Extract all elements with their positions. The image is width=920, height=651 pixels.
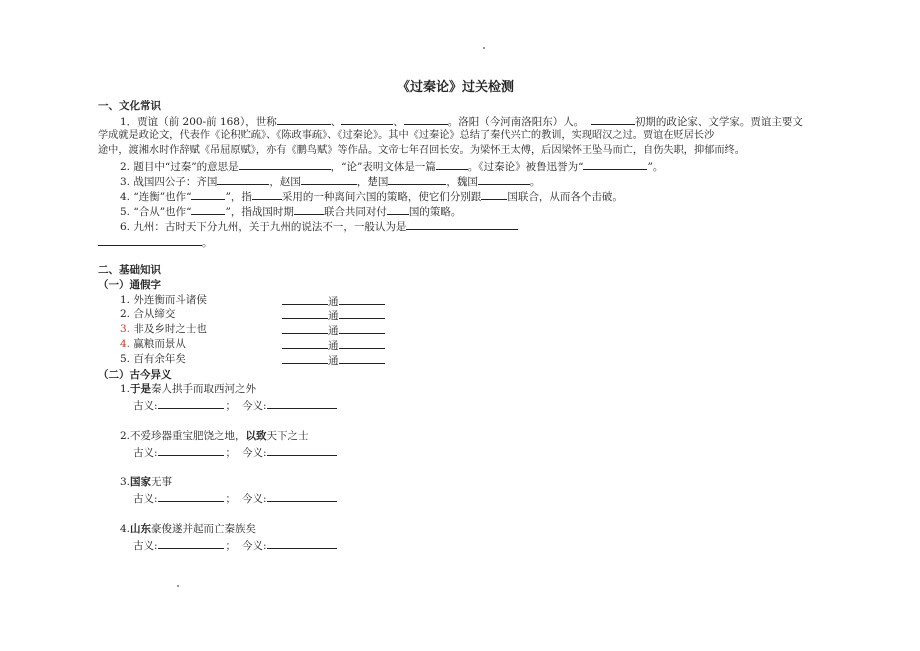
tongjia-item [120, 293, 207, 308]
jinyi-label: 今义: [242, 493, 267, 505]
page-title: 《过秦论》过关检测 [397, 80, 515, 95]
gujin-answer-line [133, 397, 337, 414]
separator: ； [225, 493, 237, 505]
gujin-num: 1. [120, 383, 131, 395]
q3-blank-1[interactable] [217, 173, 269, 185]
q1-line2: 学成就是政论文，代表作《论积贮疏》、《陈政事疏》、《过秦论》。其中《过秦论》总结了秦代兴亡的教训，实现昭汉之过。贾谊在贬居长沙 [98, 130, 715, 141]
guyi-blank[interactable] [158, 444, 224, 456]
tong-label: 通 [328, 296, 339, 308]
tongjia-text: 赢粮而景从 [133, 338, 186, 350]
tongjia-item [120, 337, 186, 352]
section-heading-culture: 一、文化常识 [98, 100, 161, 112]
gujin-sentence [120, 475, 172, 490]
jinyi-blank[interactable] [267, 537, 337, 549]
jinyi-blank[interactable] [267, 444, 337, 456]
jinyi-blank[interactable] [267, 490, 337, 502]
q2-blank-3[interactable] [583, 158, 647, 170]
q5-text-d: 国的策略。 [408, 206, 462, 218]
tongjia-number: 5. [120, 353, 134, 365]
q3-text-b: ，赵国 [269, 176, 301, 188]
gujin-num: 2. [120, 430, 131, 442]
gujin-sentence [120, 382, 256, 397]
q4-blank-3[interactable] [481, 188, 507, 200]
guyi-blank[interactable] [158, 397, 224, 409]
q6-line [120, 218, 518, 235]
q2-text-a: 2. 题目中“过秦”的意思是 [120, 161, 239, 173]
tongjia-number: 1. [120, 294, 134, 306]
bottom-dot [177, 585, 179, 587]
q3-text-c: ，楚国 [356, 176, 389, 188]
section-heading-basics: 二、基础知识 [98, 264, 161, 276]
q6-blank-2[interactable] [98, 234, 202, 246]
separator: ； [225, 540, 237, 552]
gujin-answer-line [133, 490, 337, 507]
jinyi-label: 今义: [242, 540, 267, 552]
guyi-label: 古义: [133, 400, 158, 412]
tongjia-blank-target[interactable] [339, 337, 385, 349]
q1-text-c: 、 [393, 116, 404, 128]
tongjia-item [120, 322, 207, 337]
q1-blank-1[interactable] [277, 113, 331, 125]
tong-label: 通 [328, 310, 339, 322]
tongjia-item [120, 352, 186, 367]
q2-blank-1[interactable] [239, 158, 331, 170]
q3-blank-2[interactable] [301, 173, 357, 185]
separator: ； [225, 400, 237, 412]
q5-blank-1[interactable] [191, 203, 225, 215]
tongjia-item [120, 307, 175, 322]
gujin-answer-line [133, 537, 337, 554]
tongjia-blank-target[interactable] [339, 322, 385, 334]
jinyi-label: 今义: [242, 447, 267, 459]
subsection-gujin: （二）古今异义 [98, 369, 172, 381]
jinyi-label: 今义: [242, 400, 267, 412]
q1-blank-3[interactable] [404, 113, 448, 125]
gujin-bold: 国家 [130, 476, 152, 488]
tong-label: 通 [328, 355, 339, 367]
q3-blank-3[interactable] [388, 173, 446, 185]
q3-text-e: 。 [529, 176, 541, 188]
q1-blank-4[interactable] [591, 113, 635, 125]
q3-text-a: 3. 战国四公子：齐国 [120, 176, 218, 188]
guyi-label: 古义: [133, 540, 158, 552]
q4-text-b: ”，指 [225, 191, 252, 203]
gujin-pre: 不爱珍器重宝肥饶之地， [130, 430, 246, 442]
gujin-post: 豪俊遂并起而亡秦族矣 [151, 523, 257, 535]
tongjia-blank-original[interactable] [282, 322, 328, 334]
q5-blank-2[interactable] [294, 203, 324, 215]
tongjia-answer [282, 352, 385, 369]
q5-blank-3[interactable] [387, 203, 409, 215]
q4-text-c: 采用的一种离间六国的策略，使它们分别跟 [281, 191, 482, 203]
gujin-sentence [120, 429, 309, 444]
q2-text-d: ”。 [647, 161, 664, 173]
guyi-label: 古义: [133, 493, 158, 505]
q2-blank-2[interactable] [436, 158, 468, 170]
gujin-post: 无事 [151, 476, 173, 488]
q5-text-c: 联合共同对付 [323, 206, 387, 218]
tongjia-blank-original[interactable] [282, 307, 328, 319]
tongjia-number: 2. [120, 308, 134, 320]
gujin-bold: 山东 [130, 523, 152, 535]
q4-text-a: 4. “连衡”也作“ [120, 191, 192, 203]
q6-text-end: 。 [202, 237, 213, 249]
q4-blank-2[interactable] [252, 188, 282, 200]
q3-blank-4[interactable] [478, 173, 530, 185]
tongjia-number: 4. [120, 338, 134, 350]
q1-text-e: 初期的政论家、文学家。贾谊主要文 [634, 116, 803, 128]
q1-blank-2[interactable] [341, 113, 393, 125]
jinyi-blank[interactable] [267, 397, 337, 409]
gujin-num: 3. [120, 476, 131, 488]
q5-text-a: 5. “合从”也作“ [120, 206, 192, 218]
gujin-num: 4. [120, 523, 131, 535]
q2-text-c: 。《过秦论》被鲁迅誉为“ [467, 161, 584, 173]
tongjia-blank-original[interactable] [282, 337, 328, 349]
guyi-blank[interactable] [158, 537, 224, 549]
q1-text-b: 、 [330, 116, 342, 128]
guyi-blank[interactable] [158, 490, 224, 502]
tongjia-blank-original[interactable] [282, 293, 328, 305]
tongjia-text: 百有余年矣 [133, 353, 186, 365]
tongjia-blank-original[interactable] [282, 352, 328, 364]
q6-blank-1[interactable] [406, 218, 518, 230]
tongjia-text: 非及乡时之士也 [133, 323, 207, 335]
q1-text-d: 。洛阳（今河南洛阳东）人。 [447, 116, 585, 128]
gujin-sentence [120, 522, 256, 537]
q1-line3: 途中，渡湘水时作辞赋《吊屈原赋》，亦有《鹏鸟赋》等作品。文帝七年召回长安。为梁怀王太傅，后因梁怀王坠马而亡，自伤失职，抑郁而终。 [98, 145, 745, 156]
separator: ； [225, 447, 237, 459]
q4-text-d: 国联合，从而各个击破。 [507, 191, 623, 203]
q2-text-b: ，“论”表明文体是一篇 [330, 161, 436, 173]
q1-text-a: 1．贾谊（前 200-前 168），世称 [120, 116, 277, 128]
subsection-tongjia: （一）通假字 [98, 279, 161, 291]
gujin-bold: 于是 [130, 383, 152, 395]
tongjia-blank-target[interactable] [339, 352, 385, 364]
q4-blank-1[interactable] [191, 188, 225, 200]
top-dot [483, 47, 485, 49]
q6-text-a: 6. 九州：古时天下分九州，关于九州的说法不一，一般认为是 [120, 221, 407, 233]
tongjia-text: 合从缔交 [133, 308, 176, 320]
q3-text-d: ，魏国 [446, 176, 478, 188]
q6-line2 [98, 234, 213, 251]
q5-text-b: ”，指战国时期 [225, 206, 294, 218]
tong-label: 通 [328, 325, 339, 337]
tongjia-number: 3. [120, 323, 134, 335]
tongjia-blank-target[interactable] [339, 293, 385, 305]
tong-label: 通 [328, 340, 339, 352]
gujin-post: 秦人拱手而取西河之外 [151, 383, 257, 395]
guyi-label: 古义: [133, 447, 158, 459]
gujin-answer-line [133, 444, 337, 461]
tongjia-blank-target[interactable] [339, 307, 385, 319]
tongjia-text: 外连衡而斗诸侯 [133, 294, 207, 306]
gujin-bold: 以致 [245, 430, 267, 442]
gujin-post: 天下之士 [266, 430, 309, 442]
